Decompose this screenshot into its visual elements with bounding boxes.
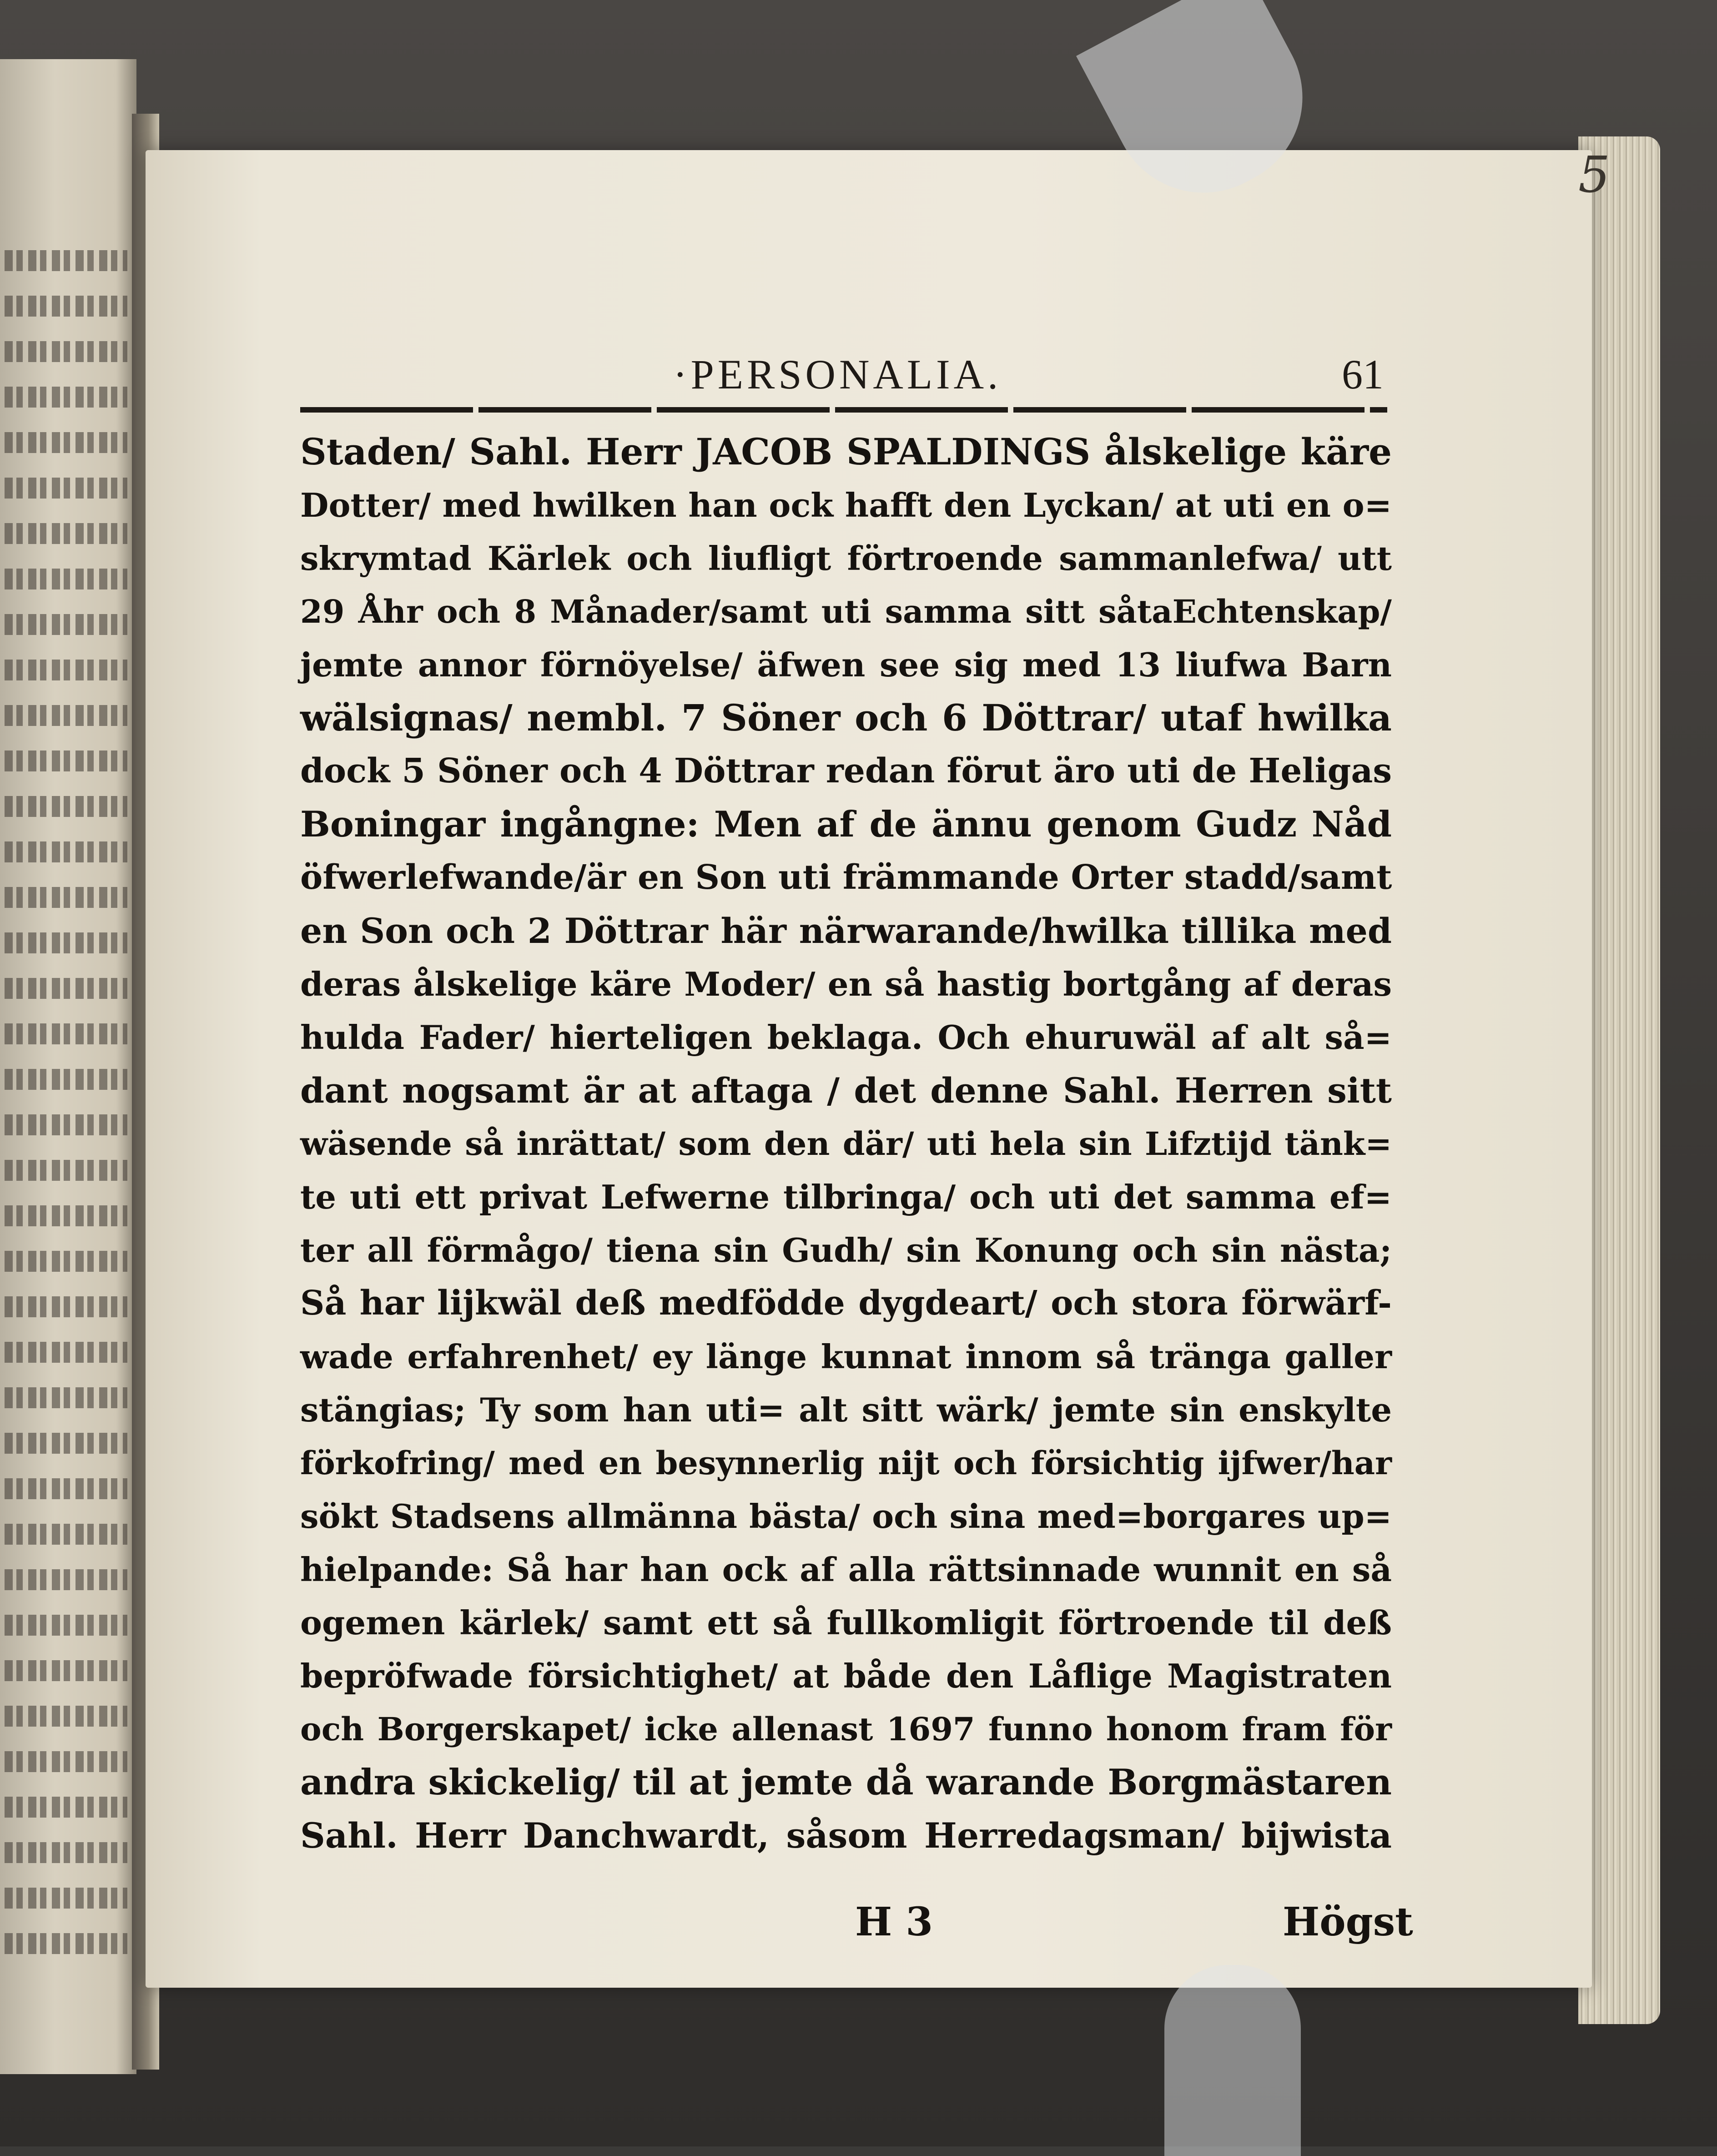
running-title: ·PERSONALIA.	[673, 351, 1002, 398]
facing-page-left	[0, 59, 136, 2074]
text-line: bepröfwade försichtighet/ at både den Låflige Magistraten	[300, 1657, 1392, 1695]
catchword: Högst	[1283, 1899, 1413, 1945]
text-line: Staden/ Sahl. Herr JACOB SPALDINGS ålskelige käre	[300, 430, 1392, 473]
text-line: wälsignas/ nembl. 7 Söner och 6 Döttrar/ utaf hwilka	[300, 696, 1392, 739]
text-line: te uti ett privat Lefwerne tilbringa/ och uti det samma ef=	[300, 1178, 1392, 1216]
pencil-folio: 5	[1578, 146, 1610, 204]
text-line: dant nogsamt är at aftaga / det denne Sahl. Herren sitt	[300, 1070, 1392, 1111]
text-line: stängias; Ty som han uti= alt sitt wärk/ jemte sin enskylte	[300, 1390, 1392, 1429]
text-line: wade erfahrenhet/ ey länge kunnat innom så tränga galler	[300, 1337, 1392, 1376]
text-line: öfwerlefwande/är en Son uti främmande Orter stadd/samt	[300, 858, 1392, 897]
text-line: Så har lijkwäl deß medfödde dygdeart/ och stora förwärf-	[300, 1284, 1392, 1323]
text-line: Boningar ingångne: Men af de ännu genom Gudz Nåd	[300, 804, 1392, 845]
text-line: deras ålskelige käre Moder/ en så hastig bortgång af deras	[300, 965, 1392, 1003]
text-line: ogemen kärlek/ samt ett så fullkomligit förtroende til deß	[300, 1603, 1392, 1642]
text-line: en Son och 2 Döttrar här närwarande/hwilka tillika med	[300, 911, 1392, 951]
text-line: jemte annor förnöyelse/ äfwen see sig med 13 liufwa Barn	[300, 645, 1392, 684]
text-line: hulda Fader/ hierteligen beklaga. Och ehuruwäl af alt så=	[300, 1018, 1392, 1057]
body-text	[300, 425, 1392, 1862]
page-number: 61	[1342, 351, 1384, 398]
text-line: wäsende så inrättat/ som den där/ uti hela sin Lifztijd tänk=	[300, 1125, 1392, 1163]
text-line: Sahl. Herr Danchwardt, såsom Herredagsman/ bijwista	[300, 1815, 1392, 1856]
text-line: förkofring/ med en besynnerlig nijt och försichtig ijfwer/har	[300, 1444, 1392, 1482]
text-line: och Borgerskapet/ icke allenast 1697 funno honom fram för	[300, 1710, 1392, 1748]
signature-mark: H 3	[855, 1899, 933, 1945]
text-line: skrymtad Kärlek och liufligt förtroende sammanlefwa/ utt	[300, 539, 1392, 578]
text-line: ter all förmågo/ tiena sin Gudh/ sin Konung och sin nästa;	[300, 1231, 1392, 1269]
text-line: Dotter/ med hwilken han ock hafft den Lyckan/ at uti en o=	[300, 486, 1392, 524]
text-line: dock 5 Söner och 4 Döttrar redan förut äro uti de Heligas	[300, 751, 1392, 791]
page-clip-bottom	[1164, 1965, 1301, 2156]
text-line: hielpande: Så har han ock af alla rättsinnade wunnit en så	[300, 1550, 1392, 1589]
text-line: andra skickelig/ til at jemte då warande Borgmästaren	[300, 1762, 1392, 1803]
text-line: 29 Åhr och 8 Månader/samt uti samma sitt såtaEchtenskap/	[300, 593, 1392, 630]
header-rule	[300, 407, 1387, 413]
text-line: sökt Stadsens allmänna bästa/ och sina med=borgares up=	[300, 1497, 1392, 1536]
